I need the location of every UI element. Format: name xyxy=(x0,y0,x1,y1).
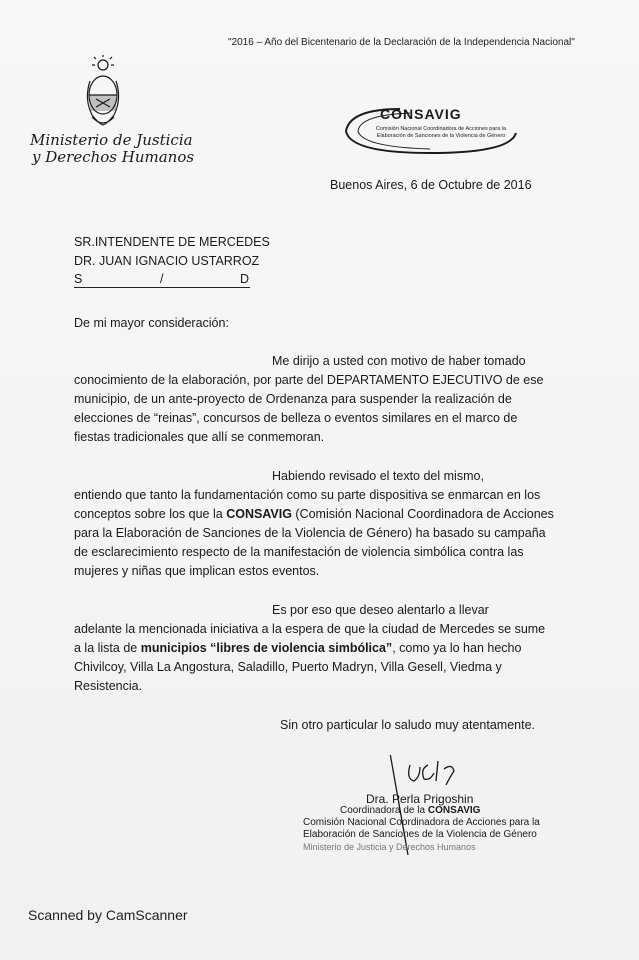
paragraph-2 xyxy=(74,467,554,581)
recipient-line-1: SR.INTENDENTE DE MERCEDES xyxy=(74,235,270,249)
header-motto: "2016 – Año del Bicentenario de la Declaración de la Independencia Nacional" xyxy=(228,37,575,48)
letter-date: Buenos Aires, 6 de Octubre de 2016 xyxy=(330,178,532,192)
paragraph-1-body: conocimiento de la elaboración, por parte del DEPARTAMENTO EJECUTIVO de ese municipio, de un ante-proyecto de Ordenanza para suspender la realización de elecciones de “reinas”, concursos de belleza o eventos similares en el marco de fiestas tradicionales que allí se conmemoran. xyxy=(74,373,544,444)
coat-of-arms-icon xyxy=(82,55,124,131)
closing-line: Sin otro particular lo saludo muy atentamente. xyxy=(280,718,535,732)
signer-role-prefix: Coordinadora de la xyxy=(340,805,428,816)
sd-slash: / xyxy=(160,272,164,286)
paragraph-3-body-b: , como ya lo han hecho Chivilcoy, Villa La Angostura, Saladillo, Puerto Madryn, Villa Gesell, Viedma y Resistencia. xyxy=(74,641,522,693)
ministry-line-1: Ministerio de Justicia xyxy=(30,131,193,149)
logo-subtitle: Comisión Nacional Coordinadora de Acciones para la Elaboración de Sanciones de la Violencia de Género xyxy=(375,126,507,139)
signer-org-line-2: Elaboración de Sanciones de la Violencia de Género xyxy=(303,829,537,840)
paragraph-2-body-b: (Comisión Nacional Coordinadora de Acciones para la Elaboración de Sanciones de la Violencia de Género) ha basado su campaña de esclarecimiento respecto de la manifestación de violencia simbólica contra las mujeres y niñas que implican estos eventos. xyxy=(74,507,554,578)
ministry-line-2: y Derechos Humanos xyxy=(32,148,195,166)
paragraph-1-indent: Me dirijo a usted con motivo de haber tomado xyxy=(272,354,526,368)
signer-role xyxy=(340,805,480,817)
signer-name: Dra. Perla Prigoshin xyxy=(366,792,474,806)
logo-title: CONSAVIG xyxy=(380,106,462,122)
ministry-name xyxy=(30,132,194,166)
signer-org-line-3: Ministerio de Justicia y Derechos Humanos xyxy=(303,842,476,852)
paragraph-2-body-a: entiendo que tanto la fundamentación como su parte dispositiva se enmarcan en los conceptos sobre los que la xyxy=(74,488,541,521)
sd-d: D xyxy=(240,272,250,286)
paragraph-3-indent: Es por eso que deseo alentarlo a llevar xyxy=(272,603,489,617)
sd-s: S xyxy=(74,272,83,286)
signer-org-line-1: Comisión Nacional Coordinadora de Acciones para la xyxy=(303,817,540,828)
paragraph-2-bold: CONSAVIG xyxy=(226,507,292,521)
paragraph-3-bold: municipios “libres de violencia simbólica” xyxy=(140,641,393,655)
paragraph-3 xyxy=(74,601,554,696)
paragraph-1 xyxy=(74,352,554,447)
signer-role-bold: CONSAVIG xyxy=(427,805,481,816)
sd-line xyxy=(74,272,250,288)
paragraph-3-body-a: adelante la mencionada iniciativa a la espera de que la ciudad de Mercedes se sume a la lista de xyxy=(74,622,546,655)
paragraph-2-indent: Habiendo revisado el texto del mismo, xyxy=(272,469,484,483)
scanned-by-footer: Scanned by CamScanner xyxy=(28,907,188,923)
recipient-line-2: DR. JUAN IGNACIO USTARROZ xyxy=(74,254,260,268)
greeting: De mi mayor consideración: xyxy=(74,316,229,330)
